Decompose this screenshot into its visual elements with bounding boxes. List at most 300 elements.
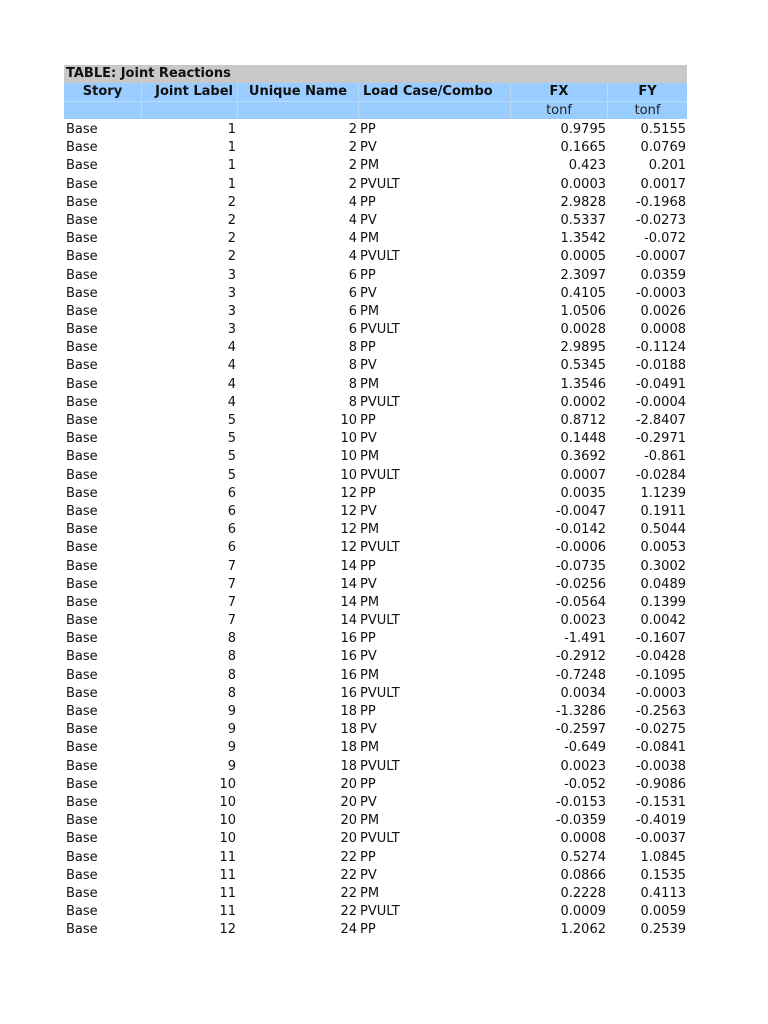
cell-unique-name: 2 [348, 140, 357, 156]
cell-unique-name: 8 [348, 394, 357, 410]
cell-unique-name: 18 [340, 722, 357, 738]
cell-load-case: PP [360, 267, 376, 283]
cell-unique-name: 8 [348, 340, 357, 356]
cell-unique-name: 22 [340, 904, 357, 920]
cell-unique-name: 8 [348, 358, 357, 374]
cell-unique-name: 10 [340, 449, 357, 465]
table-row [64, 739, 687, 757]
cell-story: Base [66, 740, 98, 756]
cell-fy: -0.0428 [635, 649, 686, 665]
cell-story: Base [66, 303, 98, 319]
cell-fx: 1.3542 [560, 231, 606, 247]
joint-reactions-table [64, 65, 687, 939]
cell-joint-label: 5 [227, 467, 236, 483]
cell-story: Base [66, 122, 98, 137]
table-row [64, 503, 687, 521]
cell-fx: 0.1448 [560, 431, 606, 447]
cell-fy: 0.4113 [640, 885, 686, 901]
table-body [64, 121, 687, 939]
cell-story: Base [66, 285, 98, 301]
cell-load-case: PVULT [360, 831, 400, 847]
cell-fy: 0.2539 [640, 922, 686, 938]
cell-joint-label: 1 [227, 158, 236, 174]
cell-load-case: PM [360, 158, 380, 174]
cell-load-case: PV [360, 358, 377, 374]
table-row [64, 467, 687, 485]
cell-fy: -0.0188 [635, 358, 686, 374]
cell-unique-name: 14 [340, 594, 357, 610]
cell-joint-label: 8 [227, 685, 236, 701]
cell-fx: 2.9828 [560, 194, 606, 210]
cell-fx: -0.052 [564, 776, 606, 792]
cell-unique-name: 4 [348, 231, 357, 247]
cell-unique-name: 8 [348, 376, 357, 392]
cell-fy: -0.1531 [635, 794, 686, 810]
cell-fx: 0.3692 [560, 449, 606, 465]
cell-story: Base [66, 904, 98, 920]
cell-load-case: PV [360, 649, 377, 665]
cell-unique-name: 20 [340, 776, 357, 792]
cell-story: Base [66, 431, 98, 447]
cell-joint-label: 7 [227, 594, 236, 610]
cell-story: Base [66, 667, 98, 683]
cell-joint-label: 5 [227, 449, 236, 465]
cell-load-case: PVULT [360, 904, 400, 920]
cell-unique-name: 10 [340, 413, 357, 428]
cell-fy: 0.0359 [640, 267, 686, 283]
cell-fx: 0.5274 [560, 849, 606, 865]
cell-unique-name: 16 [340, 667, 357, 683]
cell-fx: 0.0023 [560, 613, 606, 629]
cell-unique-name: 2 [348, 122, 357, 137]
cell-story: Base [66, 758, 98, 774]
cell-load-case: PVULT [360, 322, 400, 338]
cell-unique-name: 2 [348, 158, 357, 174]
cell-story: Base [66, 358, 98, 374]
cell-fy: 0.0769 [640, 140, 686, 156]
cell-fx: 2.3097 [560, 267, 606, 283]
table-row [64, 612, 687, 630]
table-row [64, 485, 687, 503]
cell-fy: -0.861 [644, 449, 686, 465]
cell-fx: -1.491 [564, 631, 606, 647]
cell-unique-name: 10 [340, 431, 357, 447]
cell-story: Base [66, 522, 98, 538]
header-fx: FX [511, 83, 608, 101]
table-row [64, 230, 687, 248]
cell-joint-label: 8 [227, 631, 236, 647]
cell-fx: 0.0003 [560, 176, 606, 192]
cell-fy: -0.0284 [635, 467, 686, 483]
cell-story: Base [66, 576, 98, 592]
cell-joint-label: 3 [227, 322, 236, 338]
cell-fy: -0.4019 [635, 813, 686, 829]
unit-fx: tonf [511, 101, 608, 119]
cell-load-case: PV [360, 140, 377, 156]
cell-fy: -0.072 [644, 231, 686, 247]
cell-fx: 0.0023 [560, 758, 606, 774]
cell-story: Base [66, 794, 98, 810]
cell-joint-label: 11 [219, 885, 236, 901]
cell-joint-label: 9 [227, 704, 236, 719]
cell-joint-label: 6 [227, 485, 236, 501]
cell-fy: -0.0007 [635, 249, 686, 265]
cell-fx: 0.4105 [560, 285, 606, 301]
cell-joint-label: 10 [219, 813, 236, 829]
cell-unique-name: 18 [340, 758, 357, 774]
cell-story: Base [66, 776, 98, 792]
cell-joint-label: 5 [227, 413, 236, 428]
cell-story: Base [66, 340, 98, 356]
cell-story: Base [66, 631, 98, 647]
unit-load-case [359, 101, 511, 119]
cell-story: Base [66, 376, 98, 392]
table-row [64, 794, 687, 812]
unit-fy: tonf [608, 101, 687, 119]
cell-unique-name: 6 [348, 303, 357, 319]
table-row [64, 630, 687, 648]
header-load-case: Load Case/Combo [359, 83, 511, 101]
cell-load-case: PV [360, 285, 377, 301]
table-row [64, 357, 687, 375]
cell-story: Base [66, 212, 98, 228]
cell-unique-name: 4 [348, 249, 357, 265]
cell-load-case: PVULT [360, 613, 400, 629]
table-row [64, 558, 687, 576]
cell-joint-label: 8 [227, 667, 236, 683]
units-row [64, 101, 687, 119]
table-row [64, 394, 687, 412]
cell-load-case: PVULT [360, 176, 400, 192]
header-story: Story [64, 83, 142, 101]
table-row [64, 885, 687, 903]
cell-fx: -0.0006 [555, 540, 606, 556]
cell-story: Base [66, 176, 98, 192]
cell-fx: 1.0506 [560, 303, 606, 319]
cell-load-case: PVULT [360, 394, 400, 410]
cell-load-case: PP [360, 194, 376, 210]
cell-joint-label: 4 [227, 376, 236, 392]
cell-fx: 0.5345 [560, 358, 606, 374]
cell-unique-name: 16 [340, 685, 357, 701]
cell-joint-label: 9 [227, 740, 236, 756]
cell-story: Base [66, 704, 98, 719]
cell-fy: 1.0845 [640, 849, 686, 865]
cell-fy: -0.2971 [635, 431, 686, 447]
cell-load-case: PP [360, 413, 376, 428]
cell-story: Base [66, 194, 98, 210]
cell-fx: -1.3286 [555, 704, 606, 719]
table-row [64, 849, 687, 867]
cell-load-case: PP [360, 922, 376, 938]
cell-unique-name: 14 [340, 613, 357, 629]
cell-joint-label: 1 [227, 176, 236, 192]
cell-unique-name: 10 [340, 467, 357, 483]
cell-story: Base [66, 613, 98, 629]
cell-fx: 0.0002 [560, 394, 606, 410]
cell-load-case: PP [360, 340, 376, 356]
header-joint-label: Joint Label [142, 83, 238, 101]
cell-fx: 0.0005 [560, 249, 606, 265]
cell-story: Base [66, 503, 98, 519]
cell-story: Base [66, 849, 98, 865]
cell-joint-label: 2 [227, 249, 236, 265]
cell-joint-label: 9 [227, 758, 236, 774]
cell-load-case: PM [360, 522, 380, 538]
table-row [64, 303, 687, 321]
cell-story: Base [66, 722, 98, 738]
cell-unique-name: 20 [340, 794, 357, 810]
cell-joint-label: 3 [227, 303, 236, 319]
cell-story: Base [66, 885, 98, 901]
cell-story: Base [66, 449, 98, 465]
table-row [64, 921, 687, 939]
cell-unique-name: 2 [348, 176, 357, 192]
cell-load-case: PV [360, 576, 377, 592]
table-row [64, 812, 687, 830]
table-row [64, 121, 687, 139]
cell-fx: 0.0008 [560, 831, 606, 847]
cell-fx: 1.2062 [560, 922, 606, 938]
table-row [64, 139, 687, 157]
cell-joint-label: 3 [227, 267, 236, 283]
unit-unique-name [238, 101, 359, 119]
cell-load-case: PP [360, 122, 376, 137]
cell-fy: -0.0038 [635, 758, 686, 774]
cell-joint-label: 5 [227, 431, 236, 447]
table-row [64, 430, 687, 448]
cell-fy: 0.5044 [640, 522, 686, 538]
cell-story: Base [66, 813, 98, 829]
table-row [64, 212, 687, 230]
cell-joint-label: 6 [227, 540, 236, 556]
cell-story: Base [66, 140, 98, 156]
cell-fx: -0.0142 [555, 522, 606, 538]
cell-joint-label: 1 [227, 122, 236, 137]
cell-unique-name: 22 [340, 885, 357, 901]
cell-story: Base [66, 685, 98, 701]
table-row [64, 448, 687, 466]
cell-load-case: PV [360, 722, 377, 738]
cell-joint-label: 6 [227, 522, 236, 538]
cell-load-case: PP [360, 631, 376, 647]
cell-unique-name: 18 [340, 740, 357, 756]
cell-fy: 0.0017 [640, 176, 686, 192]
cell-fx: -0.2597 [555, 722, 606, 738]
cell-load-case: PP [360, 558, 376, 574]
cell-unique-name: 14 [340, 576, 357, 592]
cell-fx: 0.0034 [560, 685, 606, 701]
cell-fy: 0.3002 [640, 558, 686, 574]
cell-unique-name: 18 [340, 704, 357, 719]
cell-fy: -0.0003 [635, 685, 686, 701]
cell-unique-name: 6 [348, 267, 357, 283]
cell-story: Base [66, 649, 98, 665]
cell-fy: 0.0026 [640, 303, 686, 319]
cell-fy: 0.201 [648, 158, 686, 174]
cell-load-case: PP [360, 776, 376, 792]
cell-fx: -0.0564 [555, 594, 606, 610]
cell-fx: -0.0153 [555, 794, 606, 810]
cell-fx: 0.0009 [560, 904, 606, 920]
cell-fy: 0.1535 [640, 867, 686, 883]
cell-load-case: PM [360, 667, 380, 683]
cell-unique-name: 12 [340, 485, 357, 501]
cell-fy: -0.0275 [635, 722, 686, 738]
table-row [64, 285, 687, 303]
cell-joint-label: 9 [227, 722, 236, 738]
cell-fx: 0.1665 [560, 140, 606, 156]
cell-fx: -0.0735 [555, 558, 606, 574]
cell-fy: -0.0003 [635, 285, 686, 301]
table-row [64, 685, 687, 703]
cell-fx: -0.0047 [555, 503, 606, 519]
cell-story: Base [66, 594, 98, 610]
cell-load-case: PVULT [360, 758, 400, 774]
table-row [64, 594, 687, 612]
table-row [64, 867, 687, 885]
cell-story: Base [66, 249, 98, 265]
cell-load-case: PV [360, 431, 377, 447]
cell-fy: -0.1968 [635, 194, 686, 210]
cell-fx: 0.0007 [560, 467, 606, 483]
cell-joint-label: 11 [219, 849, 236, 865]
cell-load-case: PM [360, 594, 380, 610]
cell-joint-label: 7 [227, 576, 236, 592]
cell-story: Base [66, 413, 98, 428]
cell-fx: -0.0256 [555, 576, 606, 592]
table-row [64, 758, 687, 776]
cell-load-case: PP [360, 485, 376, 501]
header-unique-name: Unique Name [238, 83, 359, 101]
cell-load-case: PVULT [360, 467, 400, 483]
cell-joint-label: 7 [227, 558, 236, 574]
cell-fy: -0.0004 [635, 394, 686, 410]
cell-fx: 0.8712 [560, 413, 606, 428]
cell-load-case: PM [360, 885, 380, 901]
cell-unique-name: 6 [348, 322, 357, 338]
cell-fy: 0.0008 [640, 322, 686, 338]
cell-unique-name: 12 [340, 522, 357, 538]
unit-story [64, 101, 142, 119]
cell-fy: -2.8407 [635, 413, 686, 428]
cell-fx: 0.0028 [560, 322, 606, 338]
cell-unique-name: 24 [340, 922, 357, 938]
cell-story: Base [66, 467, 98, 483]
cell-unique-name: 20 [340, 831, 357, 847]
table-row [64, 376, 687, 394]
cell-joint-label: 4 [227, 340, 236, 356]
cell-load-case: PVULT [360, 685, 400, 701]
cell-joint-label: 2 [227, 212, 236, 228]
cell-unique-name: 20 [340, 813, 357, 829]
cell-fy: -0.2563 [635, 704, 686, 719]
cell-fy: 0.0059 [640, 904, 686, 920]
cell-load-case: PM [360, 231, 380, 247]
cell-fy: 0.1911 [640, 503, 686, 519]
cell-story: Base [66, 394, 98, 410]
cell-load-case: PV [360, 794, 377, 810]
table-row [64, 412, 687, 430]
cell-unique-name: 22 [340, 849, 357, 865]
cell-joint-label: 1 [227, 140, 236, 156]
cell-load-case: PP [360, 849, 376, 865]
cell-unique-name: 12 [340, 540, 357, 556]
cell-load-case: PV [360, 867, 377, 883]
cell-joint-label: 4 [227, 394, 236, 410]
cell-joint-label: 11 [219, 904, 236, 920]
cell-unique-name: 4 [348, 212, 357, 228]
cell-unique-name: 12 [340, 503, 357, 519]
table-row [64, 776, 687, 794]
cell-load-case: PV [360, 212, 377, 228]
cell-joint-label: 8 [227, 649, 236, 665]
cell-fx: 2.9895 [560, 340, 606, 356]
cell-story: Base [66, 485, 98, 501]
cell-story: Base [66, 558, 98, 574]
cell-fy: -0.9086 [635, 776, 686, 792]
cell-fx: -0.7248 [555, 667, 606, 683]
unit-joint-label [142, 101, 238, 119]
cell-unique-name: 16 [340, 631, 357, 647]
table-row [64, 339, 687, 357]
table-row [64, 903, 687, 921]
cell-load-case: PM [360, 376, 380, 392]
table-row [64, 521, 687, 539]
table-row [64, 248, 687, 266]
cell-fy: 0.1399 [640, 594, 686, 610]
cell-fx: -0.2912 [555, 649, 606, 665]
cell-fy: -0.1124 [635, 340, 686, 356]
table-row [64, 703, 687, 721]
cell-load-case: PVULT [360, 249, 400, 265]
cell-story: Base [66, 231, 98, 247]
cell-fx: 0.423 [568, 158, 606, 174]
cell-fy: -0.0491 [635, 376, 686, 392]
cell-joint-label: 11 [219, 867, 236, 883]
cell-joint-label: 3 [227, 285, 236, 301]
cell-joint-label: 2 [227, 194, 236, 210]
cell-fy: -0.0037 [635, 831, 686, 847]
cell-unique-name: 16 [340, 649, 357, 665]
cell-story: Base [66, 322, 98, 338]
table-title: TABLE: Joint Reactions [64, 65, 687, 83]
table-row [64, 721, 687, 739]
cell-fx: 1.3546 [560, 376, 606, 392]
cell-joint-label: 2 [227, 231, 236, 247]
cell-fy: -0.0841 [635, 740, 686, 756]
cell-load-case: PM [360, 813, 380, 829]
cell-story: Base [66, 267, 98, 283]
cell-joint-label: 4 [227, 358, 236, 374]
cell-fy: -0.1607 [635, 631, 686, 647]
header-fy: FY [638, 84, 657, 99]
cell-joint-label: 10 [219, 831, 236, 847]
cell-fy: 0.5155 [640, 122, 686, 137]
cell-fy: 1.1239 [640, 485, 686, 501]
cell-fy: 0.0489 [640, 576, 686, 592]
cell-story: Base [66, 831, 98, 847]
cell-joint-label: 10 [219, 794, 236, 810]
table-row [64, 176, 687, 194]
table-row [64, 194, 687, 212]
cell-unique-name: 22 [340, 867, 357, 883]
cell-story: Base [66, 540, 98, 556]
cell-fx: -0.0359 [555, 813, 606, 829]
table-row [64, 830, 687, 848]
cell-fx: 0.2228 [560, 885, 606, 901]
cell-unique-name: 6 [348, 285, 357, 301]
